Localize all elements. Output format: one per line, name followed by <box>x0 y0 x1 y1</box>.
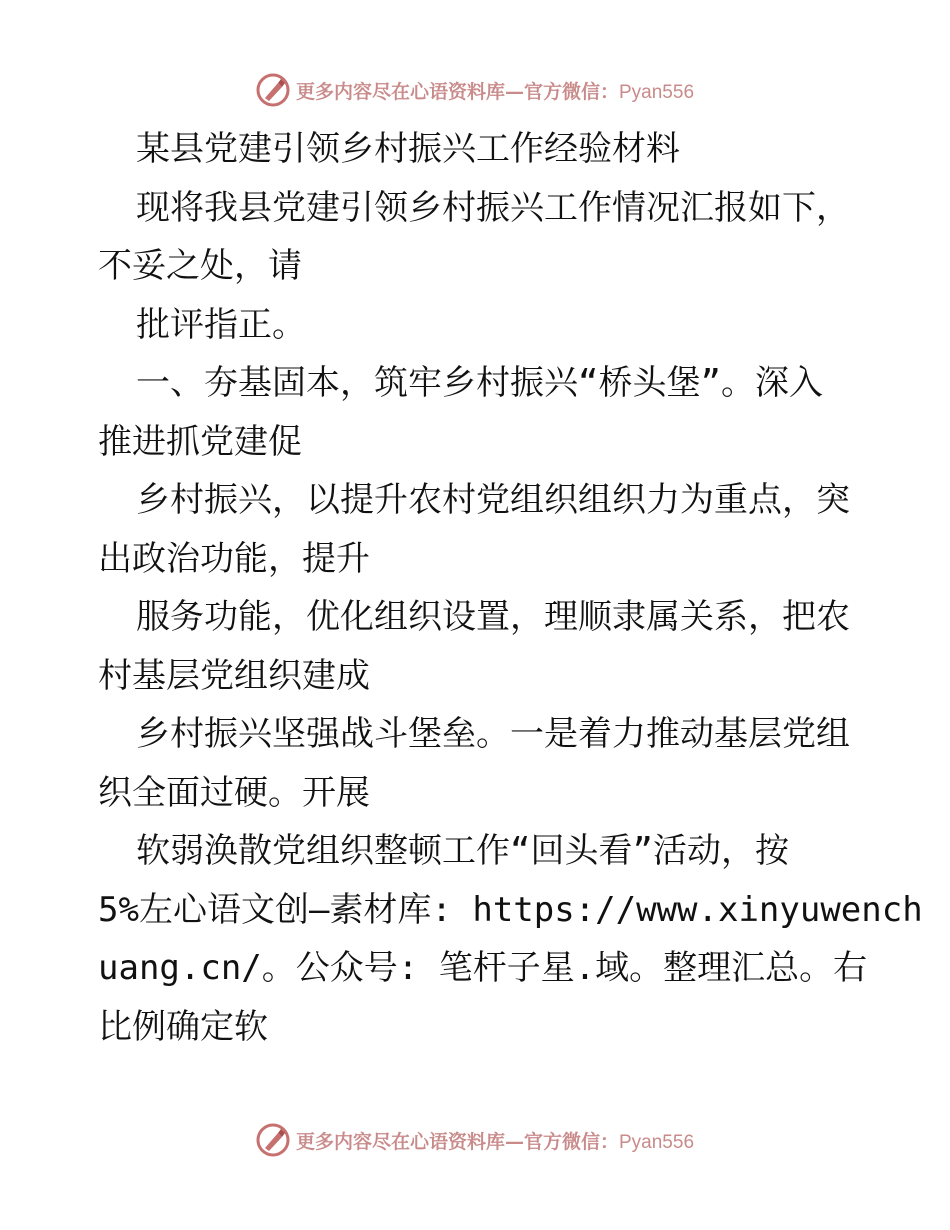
text-line: 推进抓党建促 <box>98 421 302 462</box>
text-line: 批评指正。 <box>136 304 306 345</box>
text-line: 现将我县党建引领乡村振兴工作情况汇报如下， <box>136 187 850 228</box>
pen-logo-icon <box>256 1123 290 1157</box>
pen-logo-icon <box>256 73 290 107</box>
watermark-text: 更多内容尽在心语资料库—官方微信：Pyan556 <box>295 80 695 103</box>
text-line: 服务功能，优化组织设置，理顺隶属关系，把农 <box>136 597 850 637</box>
text-line: 不妥之处，请 <box>98 246 302 286</box>
text-line: 织全面过硬。开展 <box>98 772 370 813</box>
footer-watermark <box>0 1120 950 1160</box>
document-body <box>98 120 923 1056</box>
text-line: 比例确定软 <box>98 1006 268 1047</box>
text-line: 出政治功能，提升 <box>98 538 370 579</box>
header-watermark <box>0 70 950 110</box>
text-line: 一、夯基固本，筑牢乡村振兴“桥头堡”。深入 <box>136 363 823 403</box>
text-line: 软弱涣散党组织整顿工作“回头看”活动，按 <box>136 831 789 871</box>
text-line: 乡村振兴坚强战斗堡垒。一是着力推动基层党组 <box>136 714 850 754</box>
text-line: 乡村振兴，以提升农村党组织组织力为重点，突 <box>136 480 850 520</box>
watermark-text: 更多内容尽在心语资料库—官方微信：Pyan556 <box>295 1130 695 1153</box>
text-line: 某县党建引领乡村振兴工作经验材料 <box>136 129 680 169</box>
text-line: 村基层党组织建成 <box>98 655 370 696</box>
text-line: 5%左心语文创—素材库: https://www.xinyuwench <box>98 889 923 930</box>
text-line: uang.cn/。公众号: 笔杆子星.域。整理汇总。右 <box>98 948 868 988</box>
